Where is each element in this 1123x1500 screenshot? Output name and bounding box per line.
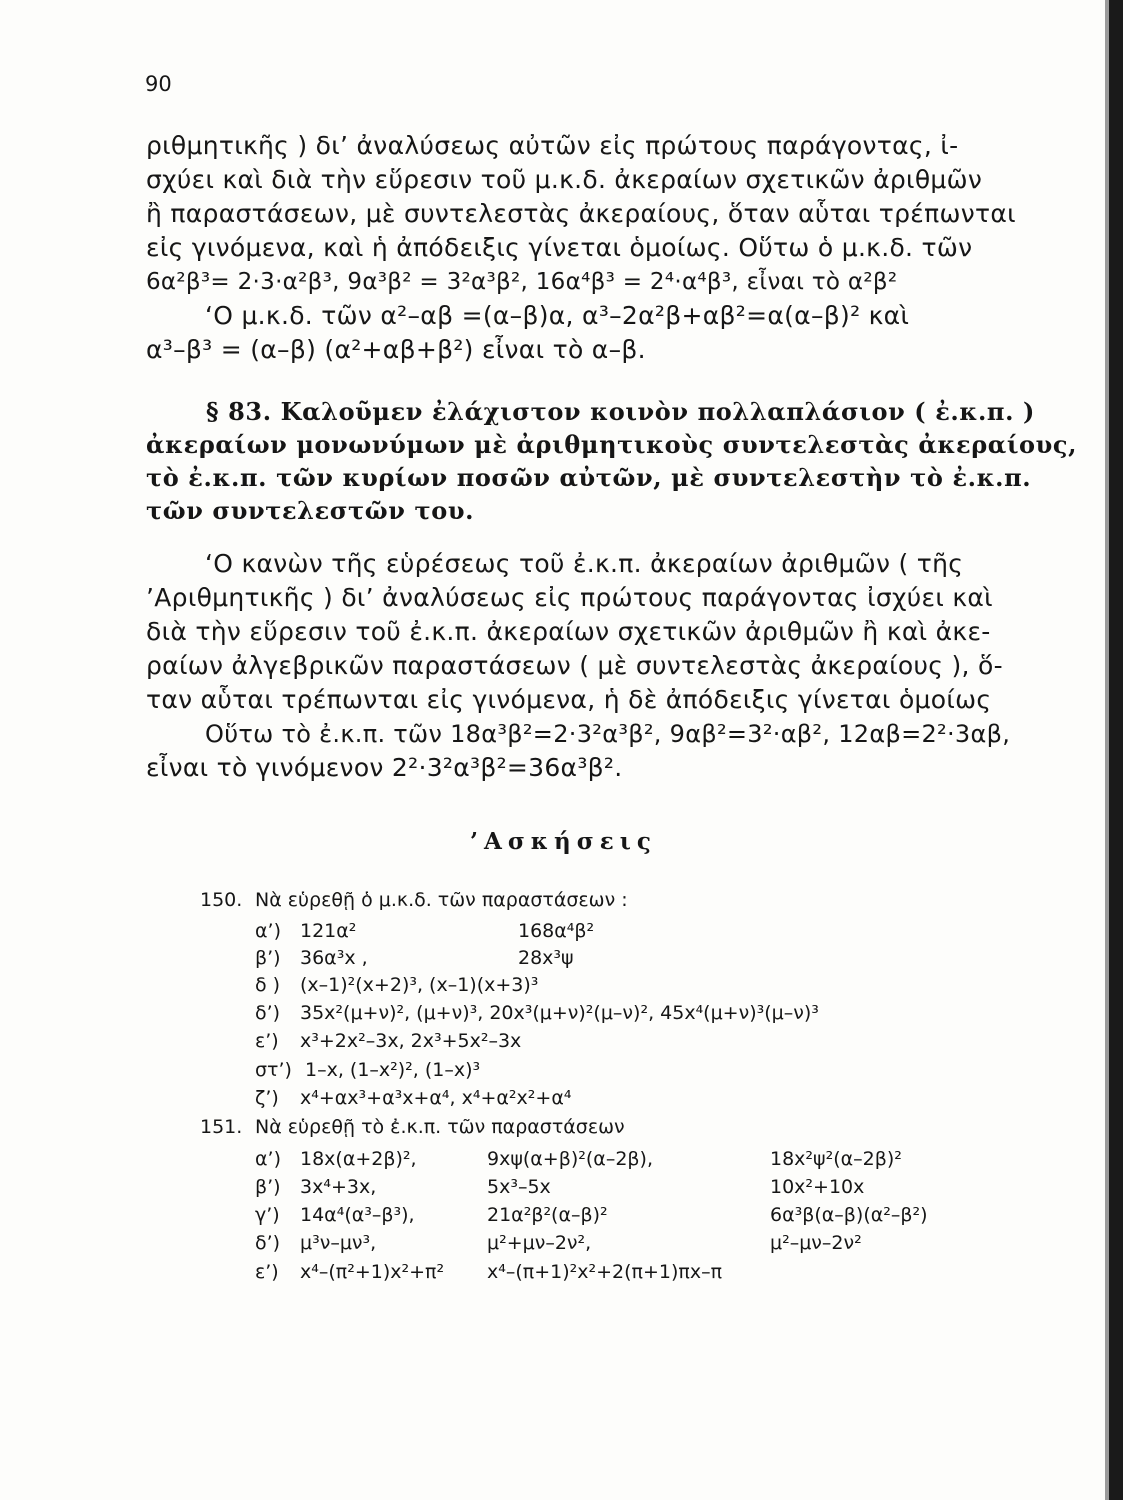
exercise-item-expression: 35x²(μ+ν)², (μ+ν)³, 20x³(μ+ν)²(μ–ν)², 45x⁴(μ+ν)³(μ–ν)³ bbox=[300, 1002, 819, 1024]
exercise-150-prompt: Νὰ εὑρεθῇ ὁ μ.κ.δ. τῶν παραστάσεων : bbox=[255, 889, 628, 911]
section-83-title: § 83. Καλοῦμεν ἐλάχιστον κοινὸν πολλαπλάσιον ( ἐ.κ.π. ) bbox=[206, 397, 1035, 426]
exercise-item-label: ε’) bbox=[255, 1261, 279, 1283]
exercise-item-expression: 18x(α+2β)², bbox=[300, 1148, 417, 1170]
section-83-line: τῶν συντελεστῶν του. bbox=[146, 496, 475, 525]
exercise-item-expression: 5x³–5x bbox=[487, 1176, 551, 1198]
exercise-item-label: δ’) bbox=[255, 1232, 281, 1254]
exercise-item-label: ζ’) bbox=[255, 1087, 279, 1109]
exercise-item-expression: x⁴–(π²+1)x²+π² bbox=[300, 1261, 445, 1283]
exercise-item-expression: 6α³β(α–β)(α²–β²) bbox=[770, 1204, 928, 1226]
paragraph-line: 6α²β³= 2·3·α²β³, 9α³β² = 3²α³β², 16α⁴β³ = 2⁴·α⁴β³, εἶναι τὸ α²β² bbox=[146, 269, 898, 295]
page-edge bbox=[1109, 0, 1123, 1500]
exercise-item-expression: μ²–μν–2ν² bbox=[770, 1232, 862, 1254]
exercise-item-expression: 18x²ψ²(α–2β)² bbox=[770, 1148, 902, 1170]
paragraph-line: ριθμητικῆς ) δι’ ἀναλύσεως αὐτῶν εἰς πρώτους παράγοντας, ἰ- bbox=[146, 131, 959, 160]
paragraph-line: διὰ τὴν εὕρεσιν τοῦ ἐ.κ.π. ἀκεραίων σχετικῶν ἀριθμῶν ἢ καὶ ἀκε- bbox=[146, 617, 991, 646]
section-83-line: ἀκεραίων μονωνύμων μὲ ἀριθμητικοὺς συντελεστὰς ἀκεραίους, bbox=[146, 430, 1078, 459]
paragraph-line: ἢ παραστάσεων, μὲ συντελεστὰς ἀκεραίους, ὅταν αὗται τρέπωνται bbox=[146, 199, 1016, 228]
exercise-item-expression: 9xψ(α+β)²(α–2β), bbox=[487, 1148, 653, 1170]
exercise-item-expression: 28x³ψ bbox=[518, 947, 574, 969]
exercise-150-number: 150. bbox=[200, 889, 243, 911]
exercise-item-label: στ’) bbox=[255, 1059, 292, 1081]
exercise-item-expression: 1–x, (1–x²)², (1–x)³ bbox=[305, 1059, 481, 1081]
exercise-151-number: 151. bbox=[200, 1116, 243, 1138]
paragraph-line: σχύει καὶ διὰ τὴν εὕρεσιν τοῦ μ.κ.δ. ἀκεραίων σχετικῶν ἀριθμῶν bbox=[146, 165, 983, 194]
exercise-item-expression: 3x⁴+3x, bbox=[300, 1176, 377, 1198]
exercise-item-expression: x⁴–(π+1)²x²+2(π+1)πx–π bbox=[487, 1261, 723, 1283]
paragraph-line: εἰς γινόμενα, καὶ ἡ ἀπόδειξις γίνεται ὁμοίως. Οὕτω ὁ μ.κ.δ. τῶν bbox=[146, 233, 973, 262]
section-83-line: τὸ ἐ.κ.π. τῶν κυρίων ποσῶν αὐτῶν, μὲ συντελεστὴν τὸ ἐ.κ.π. bbox=[146, 463, 1032, 492]
exercise-item-expression: 10x²+10x bbox=[770, 1176, 865, 1198]
page-number: 90 bbox=[145, 72, 172, 96]
paragraph-line: εἶναι τὸ γινόμενον 2²·3²α³β²=36α³β². bbox=[146, 753, 623, 782]
exercise-item-label: ε’) bbox=[255, 1030, 279, 1052]
exercise-item-expression: x⁴+αx³+α³x+α⁴, x⁴+α²x²+α⁴ bbox=[300, 1087, 572, 1109]
exercise-151-prompt: Νὰ εὑρεθῇ τὸ ἐ.κ.π. τῶν παραστάσεων bbox=[255, 1116, 625, 1138]
exercise-item-expression: 14α⁴(α³–β³), bbox=[300, 1204, 415, 1226]
exercise-item-expression: 121α² bbox=[300, 920, 357, 942]
exercise-item-expression: x³+2x²–3x, 2x³+5x²–3x bbox=[300, 1030, 522, 1052]
exercise-item-expression: μ³ν–μν³, bbox=[300, 1232, 377, 1254]
exercise-item-expression: μ²+μν–2ν², bbox=[487, 1232, 592, 1254]
exercise-item-label: α’) bbox=[255, 1148, 281, 1170]
paragraph-line: ταν αὗται τρέπωνται εἰς γινόμενα, ἡ δὲ ἀπόδειξις γίνεται ὁμοίως bbox=[146, 685, 992, 714]
paragraph-line: ’Αριθμητικῆς ) δι’ ἀναλύσεως εἰς πρώτους παράγοντας ἰσχύει καὶ bbox=[146, 583, 993, 612]
paragraph-line: ‘Ο μ.κ.δ. τῶν α²–αβ =(α–β)α, α³–2α²β+αβ²=α(α–β)² καὶ bbox=[205, 301, 910, 330]
exercise-item-expression: 168α⁴β² bbox=[518, 920, 595, 942]
exercises-heading: ’Ασκήσεις bbox=[470, 828, 657, 855]
exercise-item-expression: 21α²β²(α–β)² bbox=[487, 1204, 608, 1226]
exercise-item-label: γ’) bbox=[255, 1204, 280, 1226]
paragraph-line: ‘Ο κανὼν τῆς εὑρέσεως τοῦ ἐ.κ.π. ἀκεραίων ἀριθμῶν ( τῆς bbox=[205, 549, 964, 578]
paragraph-line: α³–β³ = (α–β) (α²+αβ+β²) εἶναι τὸ α–β. bbox=[146, 335, 646, 364]
exercise-item-expression: 36α³x , bbox=[300, 947, 368, 969]
exercise-item-label: β’) bbox=[255, 1176, 281, 1198]
paragraph-line: ραίων ἀλγεβρικῶν παραστάσεων ( μὲ συντελεστὰς ἀκεραίους ), ὅ- bbox=[146, 651, 1003, 680]
exercise-item-label: δ ) bbox=[255, 974, 281, 996]
exercise-item-expression: (x–1)²(x+2)³, (x–1)(x+3)³ bbox=[300, 974, 539, 996]
exercise-item-label: δ’) bbox=[255, 1002, 281, 1024]
paragraph-line: Οὕτω τὸ ἐ.κ.π. τῶν 18α³β²=2·3²α³β², 9αβ²=3²·αβ², 12αβ=2²·3αβ, bbox=[205, 720, 1011, 748]
exercise-item-label: α’) bbox=[255, 920, 281, 942]
exercise-item-label: β’) bbox=[255, 947, 281, 969]
